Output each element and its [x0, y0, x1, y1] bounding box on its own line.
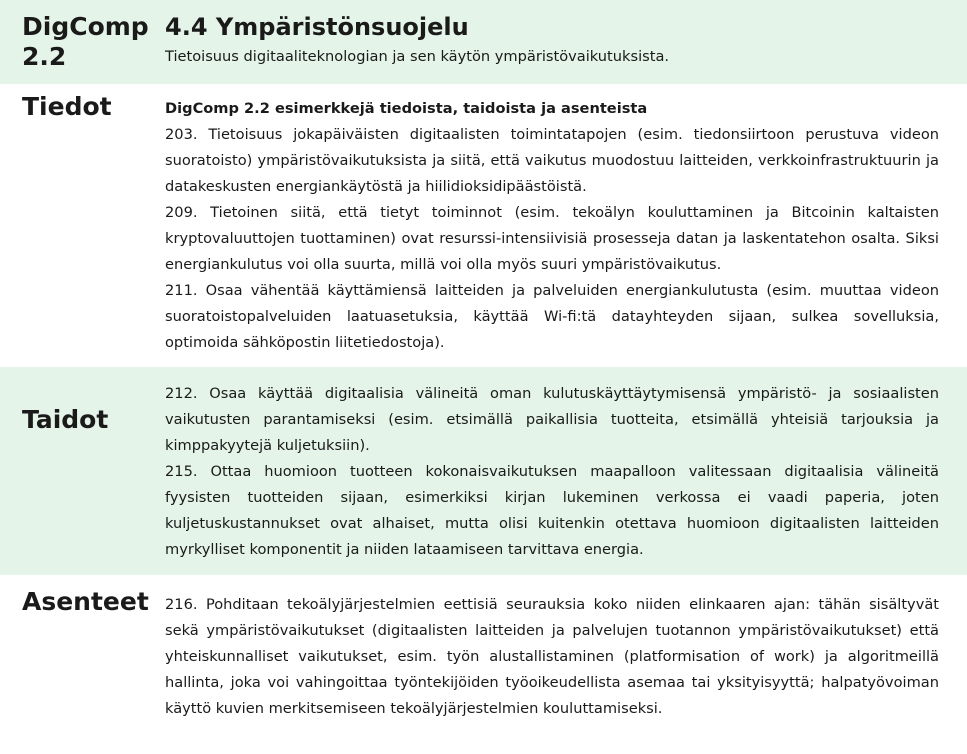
section-body-taidot [165, 381, 939, 563]
list-item: 215. Ottaa huomioon tuotteen kokonaisvaikutuksen maapalloon valitessaan digitaalisia välineitä fyysisten tuotteiden sijaan, esimerkiksi kirjan lukeminen verkossa ei vaadi paperia, joten kuljetuskustannukset ovat alhaiset, mutta olisi kuitenkin otettava huomioon digitaalisten laitteiden myrkylliset komponentit ja niiden lataamiseen tarvittava energia. [165, 463, 939, 558]
section-label-tiedot: Tiedot [22, 92, 112, 121]
competence-title: 4.4 Ympäristönsuojelu [165, 13, 469, 41]
section-tiedot [0, 84, 967, 367]
section-label-taidot: Taidot [22, 405, 109, 434]
header-band [0, 0, 967, 84]
section-body-tiedot [165, 96, 939, 356]
list-item: 216. Pohditaan tekoälyjärjestelmien eettisiä seurauksia koko niiden elinkaaren ajan: tähän sisältyvät sekä ympäristövaikutukset (digitaalisten laitteiden ja palvelujen tuotannon ympäristövaikutukset) että yhteiskunnalliset vaikutukset, esim. työn alustallistaminen (platformisation of work) ja algoritmeillä hallinta, joka voi vahingoittaa työntekijöiden työoikeudellista asemaa tai yksityisyyttä; halpatyövoiman käyttö kuvien merkitsemiseen tekoälyjärjestelmien kouluttamiseksi. [165, 596, 939, 717]
framework-version: 2.2 [22, 42, 67, 71]
list-item: 211. Osaa vähentää käyttämiensä laitteiden ja palveluiden energiankulutusta (esim. muuttaa videon suoratoistopalveluiden laatuasetuksia, käyttää Wi-fi:tä datayhteyden sijaan, sulkea sovelluksia, optimoida sähköpostin liitetiedostoja). [165, 282, 939, 351]
competence-description: Tietoisuus digitaaliteknologian ja sen käytön ympäristövaikutuksista. [165, 48, 670, 65]
section-label-asenteet: Asenteet [22, 587, 149, 616]
section-body-asenteet [165, 592, 939, 722]
section-taidot [0, 367, 967, 575]
list-item: 203. Tietoisuus jokapäiväisten digitaalisten toimintatapojen (esim. tiedonsiirtoon perustuva videon suoratoisto) ympäristövaikutuksista ja siitä, että vaikutus muodostuu laitteiden, verkkoinfrastruktuurin ja datakeskusten energiankäytöstä ja hiilidioksidipäästöistä. [165, 126, 939, 195]
list-item: 209. Tietoinen siitä, että tietyt toiminnot (esim. tekoälyn kouluttaminen ja Bitcoinin kaltaisten kryptovaluuttojen tuottaminen) ovat resurssi-intensiivisiä prosesseja datan ja laskentatehon osalta. Siksi energiankulutus voi olla suurta, millä voi olla myös suuri ympäristövaikutus. [165, 204, 939, 273]
framework-label [22, 12, 149, 72]
list-item: 212. Osaa käyttää digitaalisia välineitä oman kulutuskäyttäytymisensä ympäristö- ja sosiaalisten vaikutusten parantamiseksi (esim. etsimällä paikallisia tuotteita, etsimällä yhteisiä tarjouksia ja kimppakyytejä kuljetuksiin). [165, 385, 939, 454]
framework-name: DigComp [22, 12, 149, 41]
examples-heading: DigComp 2.2 esimerkkejä tiedoista, taidoista ja asenteista [165, 100, 648, 117]
section-asenteet [0, 575, 967, 754]
